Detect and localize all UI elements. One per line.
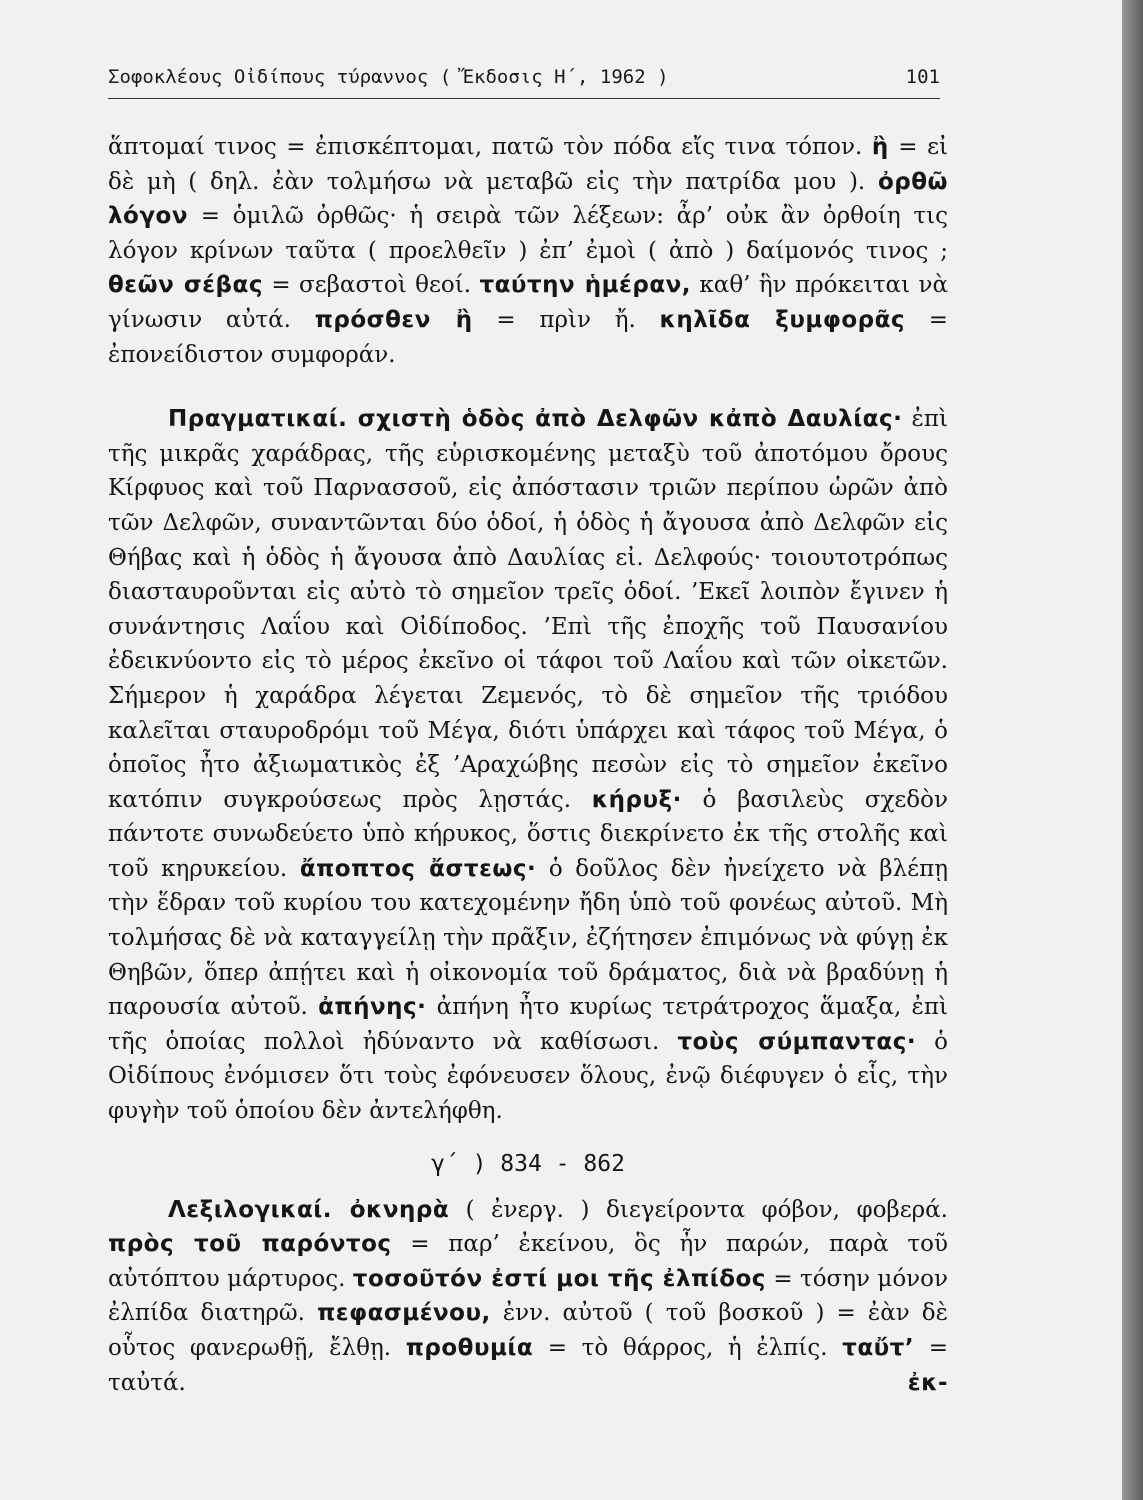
commentary-paragraph-lexical-end: ἅπτομαί τινος = ἐπισκέπτομαι, πατῶ τὸν πόδα εἴς τινα τόπον. ἢ = εἰ δὲ μὴ ( δηλ. ἐὰν τολμήσω νὰ μεταβῶ εἰς τὴν πατρίδα μου ). ὀρθῶ λόγον = ὁμιλῶ ὀρθῶς· ἡ σειρὰ τῶν λέξεων: ἆρ’ οὐκ ἂν ὀρθοίη τις λόγον κρίνων ταῦτα ( προελθεῖν ) ἐπ’ ἐμοὶ ( ἀπὸ ) δαίμονός τινος ; θεῶν σέβας = σεβαστοὶ θεοί. ταύτην ἡμέραν, καθ’ ἣν πρόκειται νὰ γίνωσιν αὐτά. πρόσθεν ἢ = πρὶν ἤ. κηλῖδα ξυμφορᾶς = ἐπονείδιστον συμφοράν. [108, 134, 949, 368]
lemma: ὀρθῶ λόγον [108, 168, 948, 230]
lemma: πρόσθεν ἢ [314, 306, 473, 333]
section-heading: γ΄ ) 834 - 862 [431, 1150, 625, 1177]
section-label: Πραγματικαί. σχιστὴ ὁδὸς ἀπὸ Δελφῶν κἀπὸ Δαυλίας· [168, 406, 903, 433]
commentary-paragraph-lexical: Λεξιλογικαί. ὀκνηρὰ ( ἐνεργ. ) διεγείροντα φόβον, φοβερά. πρὸς τοῦ παρόντος = παρ’ ἐκείνου, ὃς ἦν παρών, παρὰ τοῦ αὐτόπτου μάρτυρος. τοσοῦτόν ἐστί μοι τῆς ἐλπίδος = τόσην μόνον ἐλπίδα διατηρῶ. πεφασμένου, ἐνν. αὐτοῦ ( τοῦ βοσκοῦ ) = ἐὰν δὲ οὗτος φανερωθῇ, ἔλθῃ. προθυμία = τὸ θάρρος, ἡ ἐλπίς. ταὔτ’ = ταὐτά. ἐκ- [108, 1196, 948, 1396]
lemma: τοσοῦτόν ἐστί μοι τῆς ἐλπίδος [352, 1265, 766, 1292]
lemma: ἀπήνης· [318, 994, 427, 1021]
lemma: ταύτην ἡμέραν, [479, 272, 692, 299]
lemma: πρὸς τοῦ παρόντος [108, 1231, 392, 1258]
commentary-paragraph-factual: Πραγματικαί. σχιστὴ ὁδὸς ἀπὸ Δελφῶν κἀπὸ Δαυλίας· ἐπὶ τῆς μικρᾶς χαράδρας, τῆς εὑρισκομένης μεταξὺ τοῦ ἀποτόμου ὄρους Κίρφυος καὶ τοῦ Παρνασσοῦ, εἰς ἀπόστασιν τριῶν περίπου ὡρῶν ἀπὸ τῶν Δελφῶν, συναντῶνται δύο ὁδοί, ἡ ὁδὸς ἡ ἄγουσα ἀπὸ Δελφῶν εἰς Θήβας καὶ ἡ ὁδὸς ἡ ἄγουσα ἀπὸ Δαυλίας εἰ. Δελφούς· τοιουτοτρόπως διασταυροῦνται εἰς αὐτὸ τὸ σημεῖον τρεῖς ὁδοί. ’Εκεῖ λοιπὸν ἔγινεν ἡ συνάντησις Λαΐου καὶ Οἰδίποδος. ’Επὶ τῆς ἐποχῆς τοῦ Παυσανίου ἐδεικνύοντο εἰς τὸ μέρος ἐκεῖνο οἱ τάφοι τοῦ Λαΐου καὶ τῶν οἰκετῶν. Σήμερον ἡ χαράδρα λέγεται Ζεμενός, τὸ δὲ σημεῖον τῆς τριόδου καλεῖται σταυροδρόμι τοῦ Μέγα, διότι ὑπάρχει καὶ τάφος τοῦ Μέγα, ὁ ὁποῖος ἦτο ἀξιωματικὸς ἐξ ’Αραχώβης πεσὼν εἰς τὸ σημεῖον ἐκεῖνο κατόπιν συγκρούσεως πρὸς λῃστάς. κήρυξ· ὁ βασιλεὺς σχεδὸν πάντοτε συνωδεύετο ὑπὸ κήρυκος, ὅστις διεκρίνετο ἐκ τῆς στολῆς καὶ τοῦ κηρυκείου. ἄποπτος ἄστεως· ὁ δοῦλος δὲν ἠνείχετο νὰ βλέπῃ τὴν ἕδραν τοῦ κυρίου του κατεχομένην ἤδη ὑπὸ τοῦ φονέως αὐτοῦ. Μὴ τολμήσας δὲ νὰ καταγγείλῃ τὴν πρᾶξιν, ἐζήτησεν ἐπιμόνως νὰ φύγῃ ἐκ Θηβῶν, ὅπερ ἀπῄτει καὶ ἡ οἰκονομία τοῦ δράματος, διὰ νὰ βραδύνῃ ἡ παρουσία αὐτοῦ. ἀπήνης· ἀπήνη ἦτο κυρίως τετράτροχος ἅμαξα, ἐπὶ τῆς ὁποίας πολλοὶ ἠδύναντο νὰ καθίσωσι. τοὺς σύμπαντας· ὁ Οἰδίπους ἐνόμισεν ὅτι τοὺς ἐφόνευσεν ὅλους, ἐνῷ διέφυγεν ὁ εἷς, τὴν φυγὴν τοῦ ὁποίου δὲν ἀντελήφθη. [108, 406, 948, 1125]
page-edge-shadow [1122, 0, 1143, 1500]
lemma: πεφασμένου, [317, 1300, 491, 1327]
running-header [108, 60, 940, 99]
lemma: προθυμία [405, 1335, 534, 1361]
running-title: Σοφοκλέους Οἰδίπους τύραννος ( Ἔκδοσις Η΄, 1962 ) [108, 66, 669, 88]
lemma: κήρυξ· [591, 786, 682, 813]
page-number: 101 [905, 66, 940, 88]
lemma: ἄποπτος ἄστεως· [299, 855, 537, 882]
lemma: ταὔτ’ [842, 1335, 915, 1361]
lemma: ἢ [871, 134, 889, 160]
lemma: ἐκ- [907, 1369, 948, 1396]
lemma: κηλῖδα ξυμφορᾶς [659, 306, 906, 333]
lemma: θεῶν σέβας [108, 272, 263, 299]
section-label: Λεξιλογικαί. ὀκνηρὰ [168, 1196, 450, 1223]
page-body [108, 130, 948, 1400]
lemma: τοὺς σύμπαντας· [677, 1028, 917, 1055]
